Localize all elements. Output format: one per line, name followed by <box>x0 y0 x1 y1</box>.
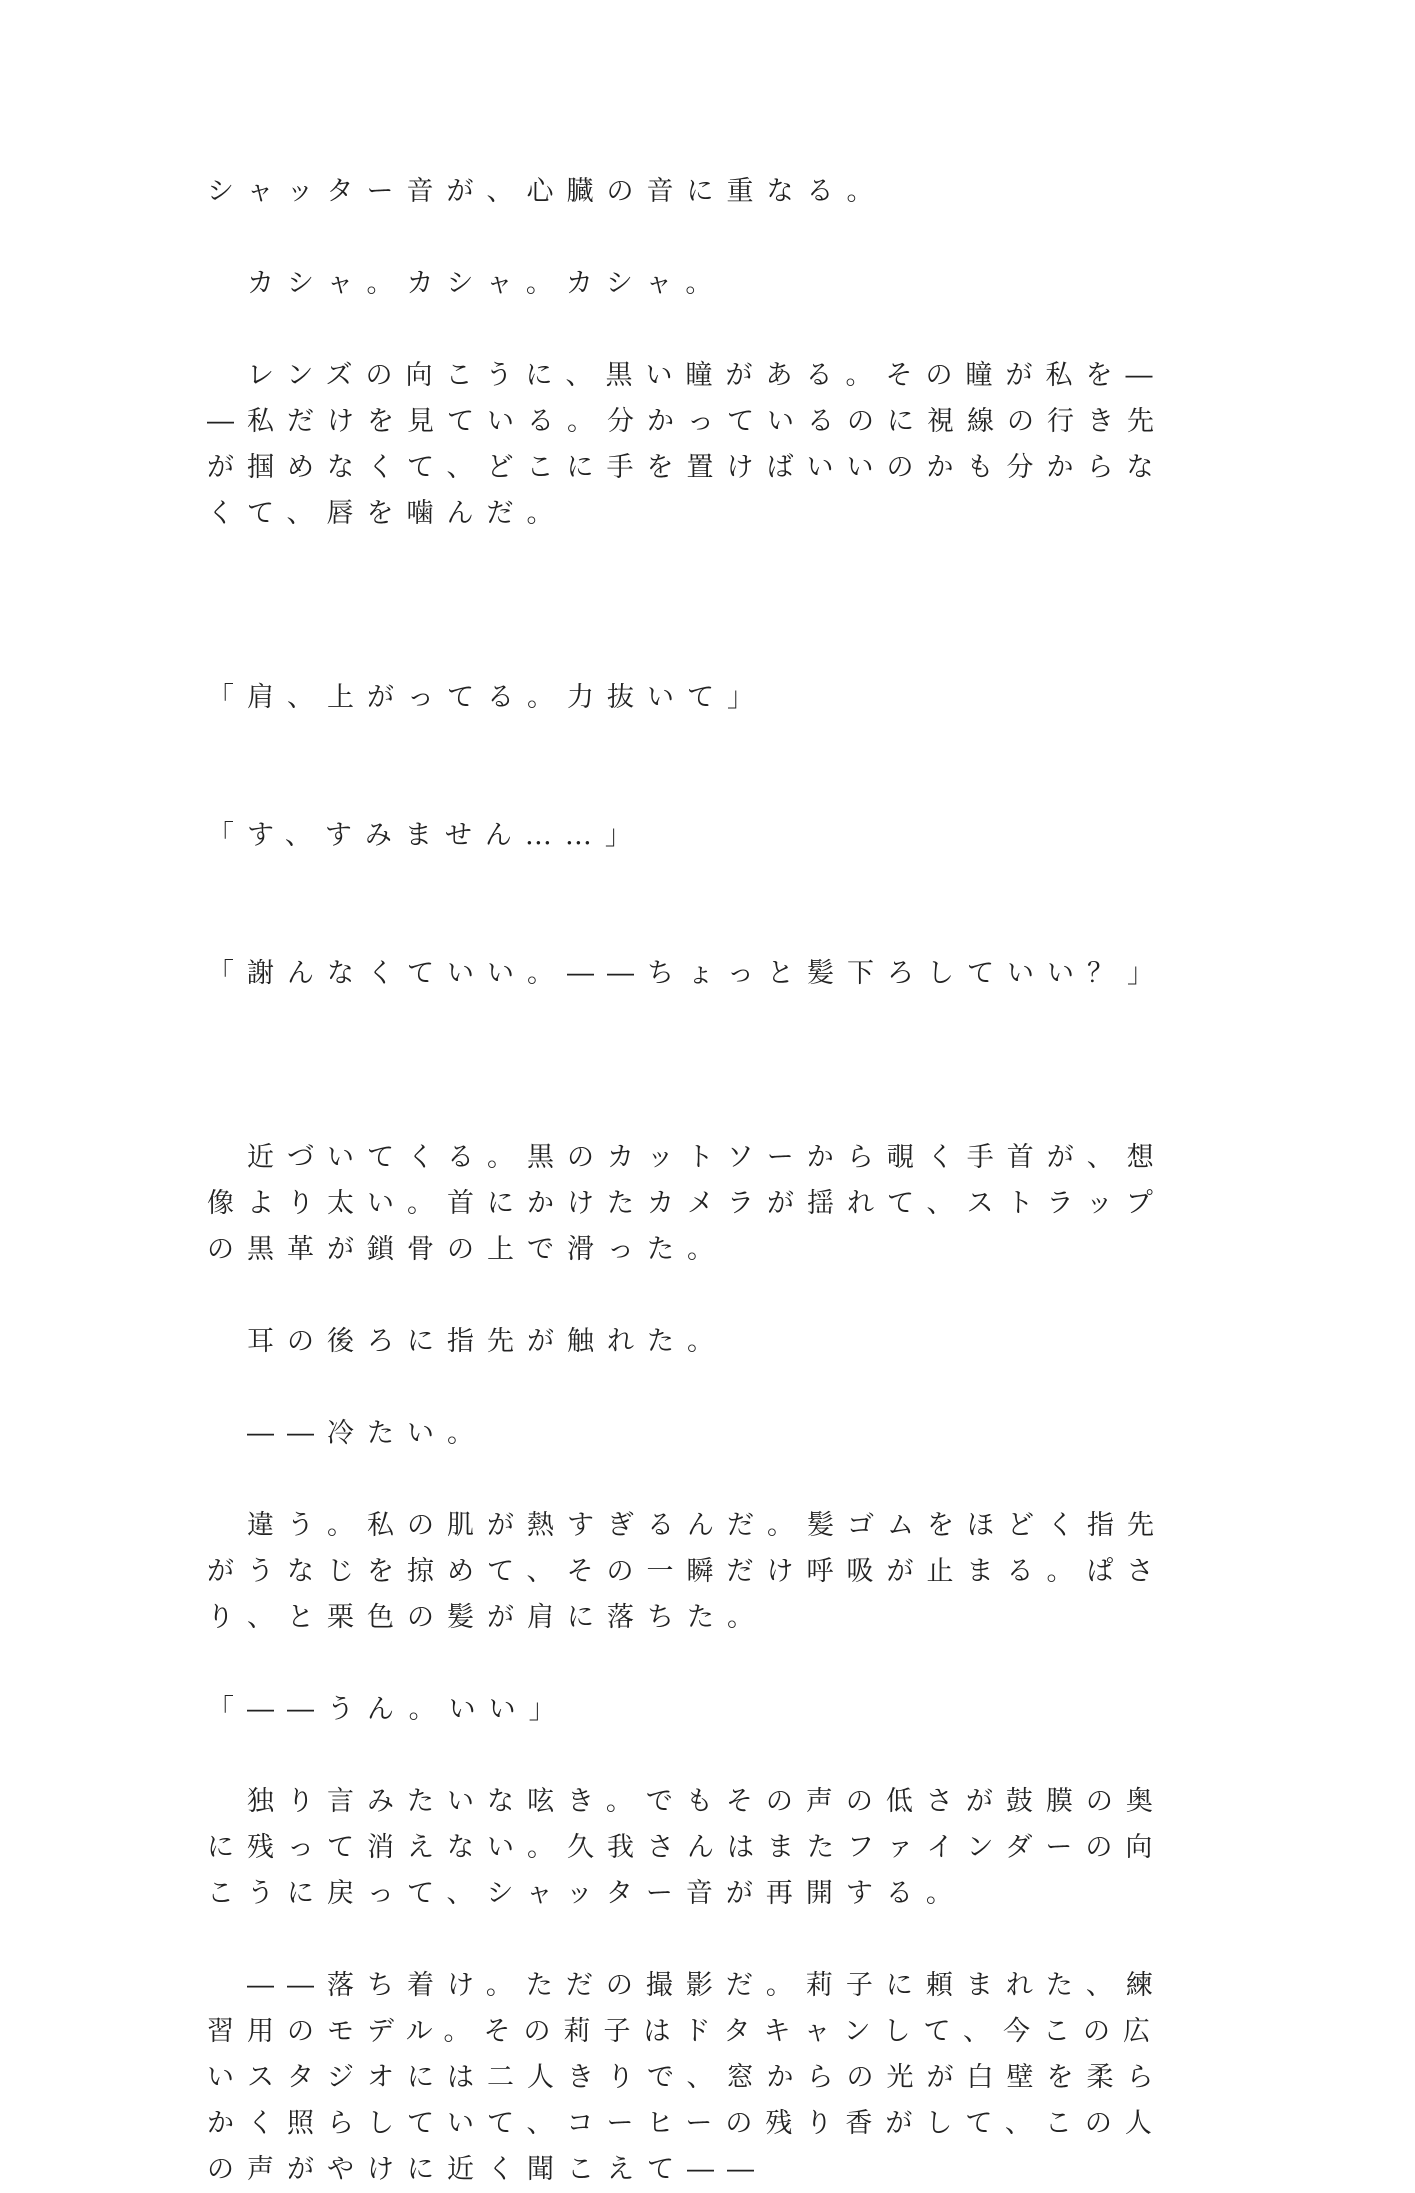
dialogue-line-good: 「――うん。いい」 <box>207 1694 569 1725</box>
dialogue-line: 「謝んなくていい。――ちょっと髪下ろしていい？」 <box>207 958 1167 989</box>
story-body <box>207 169 1173 2193</box>
paragraph-murmur: 独り言みたいな呟き。でもその声の低さが鼓膜の奥に残って消えない。久我さんはまたファインダーの向こうに戻って、シャッター音が再開する。 <box>207 1786 1166 1909</box>
dialogue-block <box>207 583 1173 1089</box>
paragraph-shutter-heart: シャッター音が、心臓の音に重なる。 <box>207 176 887 207</box>
paragraph-touch: 耳の後ろに指先が触れた。 <box>207 1326 727 1357</box>
paragraph-kasha: カシャ。カシャ。カシャ。 <box>207 268 726 299</box>
paragraph-lens-eyes: レンズの向こうに、黒い瞳がある。その瞳が私を――私だけを見ている。分かっているのに視線の行き先が掴めなくて、どこに手を置けばいいのかも分からなくて、唇を噛んだ。 <box>207 360 1167 529</box>
paragraph-hair: 違う。私の肌が熱すぎるんだ。髪ゴムをほどく指先がうなじを掠めて、その一瞬だけ呼吸が止まる。ぱさり、と栗色の髪が肩に落ちた。 <box>207 1510 1167 1633</box>
dialogue-line: 「肩、上がってる。力抜いて」 <box>207 682 767 713</box>
paragraph-cold: ――冷たい。 <box>207 1418 487 1449</box>
paragraph-approach: 近づいてくる。黒のカットソーから覗く手首が、想像より太い。首にかけたカメラが揺れて、ストラップの黒革が鎖骨の上で滑った。 <box>207 1142 1167 1265</box>
dialogue-line: 「す、すみません……」 <box>207 820 645 851</box>
paragraph-calm-down: ――落ち着け。ただの撮影だ。莉子に頼まれた、練習用のモデル。その莉子はドタキャンして、今この広いスタジオには二人きりで、窓からの光が白壁を柔らかく照らしていて、コーヒーの残り香がして、この人の声がやけに近く聞こえて―― <box>207 1970 1167 2185</box>
